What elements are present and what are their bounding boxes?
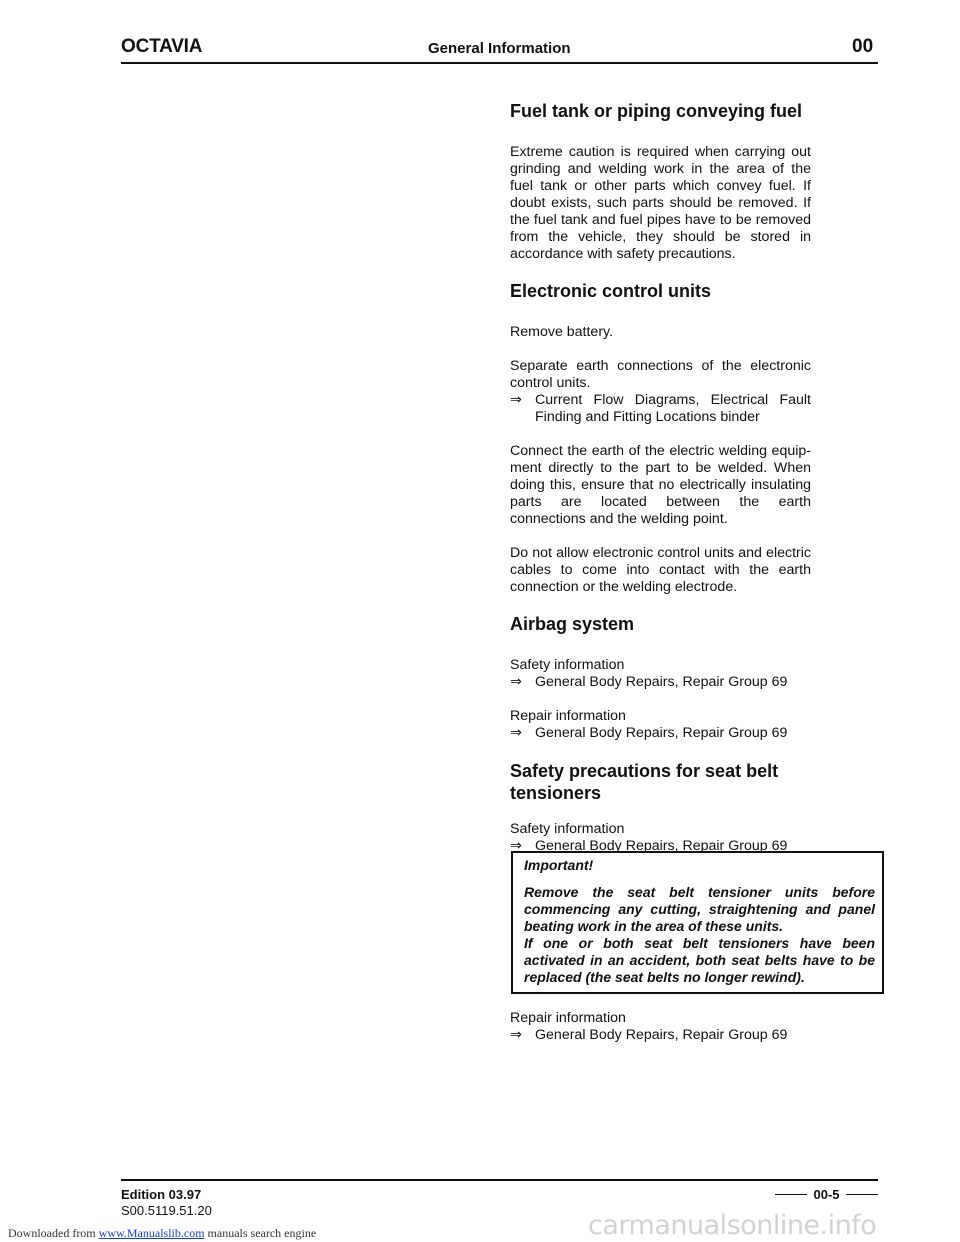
important-text: Remove the seat belt tensioner units before commencing any cutting, straightening and panel beating work in the area of these units.	[524, 884, 875, 934]
arrow-icon: ⇒	[510, 838, 522, 854]
footer-edition: Edition 03.97	[121, 1187, 202, 1202]
download-suffix: manuals search engine	[207, 1226, 317, 1240]
airbag-repair-reference	[510, 725, 811, 742]
belt-repair-label: Repair information	[510, 1010, 626, 1026]
section-heading-belt: Safety precautions for seat belt tensioners	[510, 761, 779, 803]
belt-safety-reference-text: General Body Repairs, Repair Group 69	[535, 838, 788, 854]
arrow-icon: ⇒	[510, 674, 522, 690]
airbag-repair-label: Repair information	[510, 708, 626, 724]
header-brand: OCTAVIA	[121, 36, 203, 57]
airbag-safety-label: Safety information	[510, 657, 625, 673]
section-heading-fuel: Fuel tank or piping conveying fuel	[510, 101, 803, 121]
belt-repair-reference-text: General Body Repairs, Repair Group 69	[535, 1027, 788, 1043]
ecu-paragraph-4: Do not allow electronic control units and electric cables to come into contact with the earth connection or the welding electrode.	[510, 545, 811, 595]
arrow-icon: ⇒	[510, 1027, 522, 1043]
footer-code: S00.5119.51.20	[121, 1203, 212, 1218]
arrow-icon: ⇒	[510, 725, 522, 741]
section-heading-airbag: Airbag system	[510, 614, 635, 634]
section-heading-ecu: Electronic control units	[510, 281, 712, 301]
page-dash-right	[846, 1194, 878, 1195]
download-notice	[8, 1226, 316, 1241]
ecu-reference-text: Current Flow Diagrams, Electrical Fault Finding and Fitting Locations binder	[535, 392, 811, 425]
airbag-repair-reference-text: General Body Repairs, Repair Group 69	[535, 725, 788, 741]
ecu-paragraph-2: Separate earth connections of the electronic control units.	[510, 358, 811, 391]
airbag-safety-reference-text: General Body Repairs, Repair Group 69	[535, 674, 788, 690]
header-title: General Information	[428, 40, 571, 57]
belt-repair-block	[510, 1010, 811, 1044]
ecu-reference	[510, 392, 811, 426]
header-rule	[121, 62, 878, 64]
watermark: carmanualsonline.info	[588, 1210, 877, 1241]
belt-safety-label: Safety information	[510, 821, 625, 837]
airbag-safety-reference	[510, 674, 811, 691]
important-notice-box	[511, 851, 884, 994]
footer-rule	[121, 1179, 878, 1181]
ecu-paragraph-1: Remove battery.	[510, 324, 614, 340]
important-text-2: If one or both seat belt tensioners have been activated in an accident, both seat belts have to be replaced (the seat belts no longer rewind).	[524, 935, 875, 985]
arrow-icon: ⇒	[510, 392, 522, 408]
main-content	[510, 100, 811, 855]
ecu-paragraph-3: Connect the earth of the electric welding equip-ment directly to the part to be welded. When doing this, ensure that no electrically insulating parts are located between the earth connections and the welding point.	[510, 443, 811, 527]
download-prefix: Downloaded from	[8, 1226, 96, 1240]
footer-page-number	[775, 1187, 878, 1202]
page-number: 00-5	[813, 1187, 840, 1202]
important-title: Important!	[524, 857, 594, 873]
belt-repair-reference	[510, 1027, 811, 1044]
fuel-paragraph: Extreme caution is required when carrying out grinding and welding work in the area of the fuel tank or other parts which convey fuel. If doubt exists, such parts should be removed. If the fuel tank and fuel pipes have to be removed from the vehicle, they should be stored in accordance with safety precautions.	[510, 144, 811, 262]
page-dash-left	[775, 1194, 807, 1195]
header-chapter-number: 00	[852, 36, 874, 57]
manualslib-link[interactable]: www.Manualslib.com	[98, 1226, 205, 1240]
